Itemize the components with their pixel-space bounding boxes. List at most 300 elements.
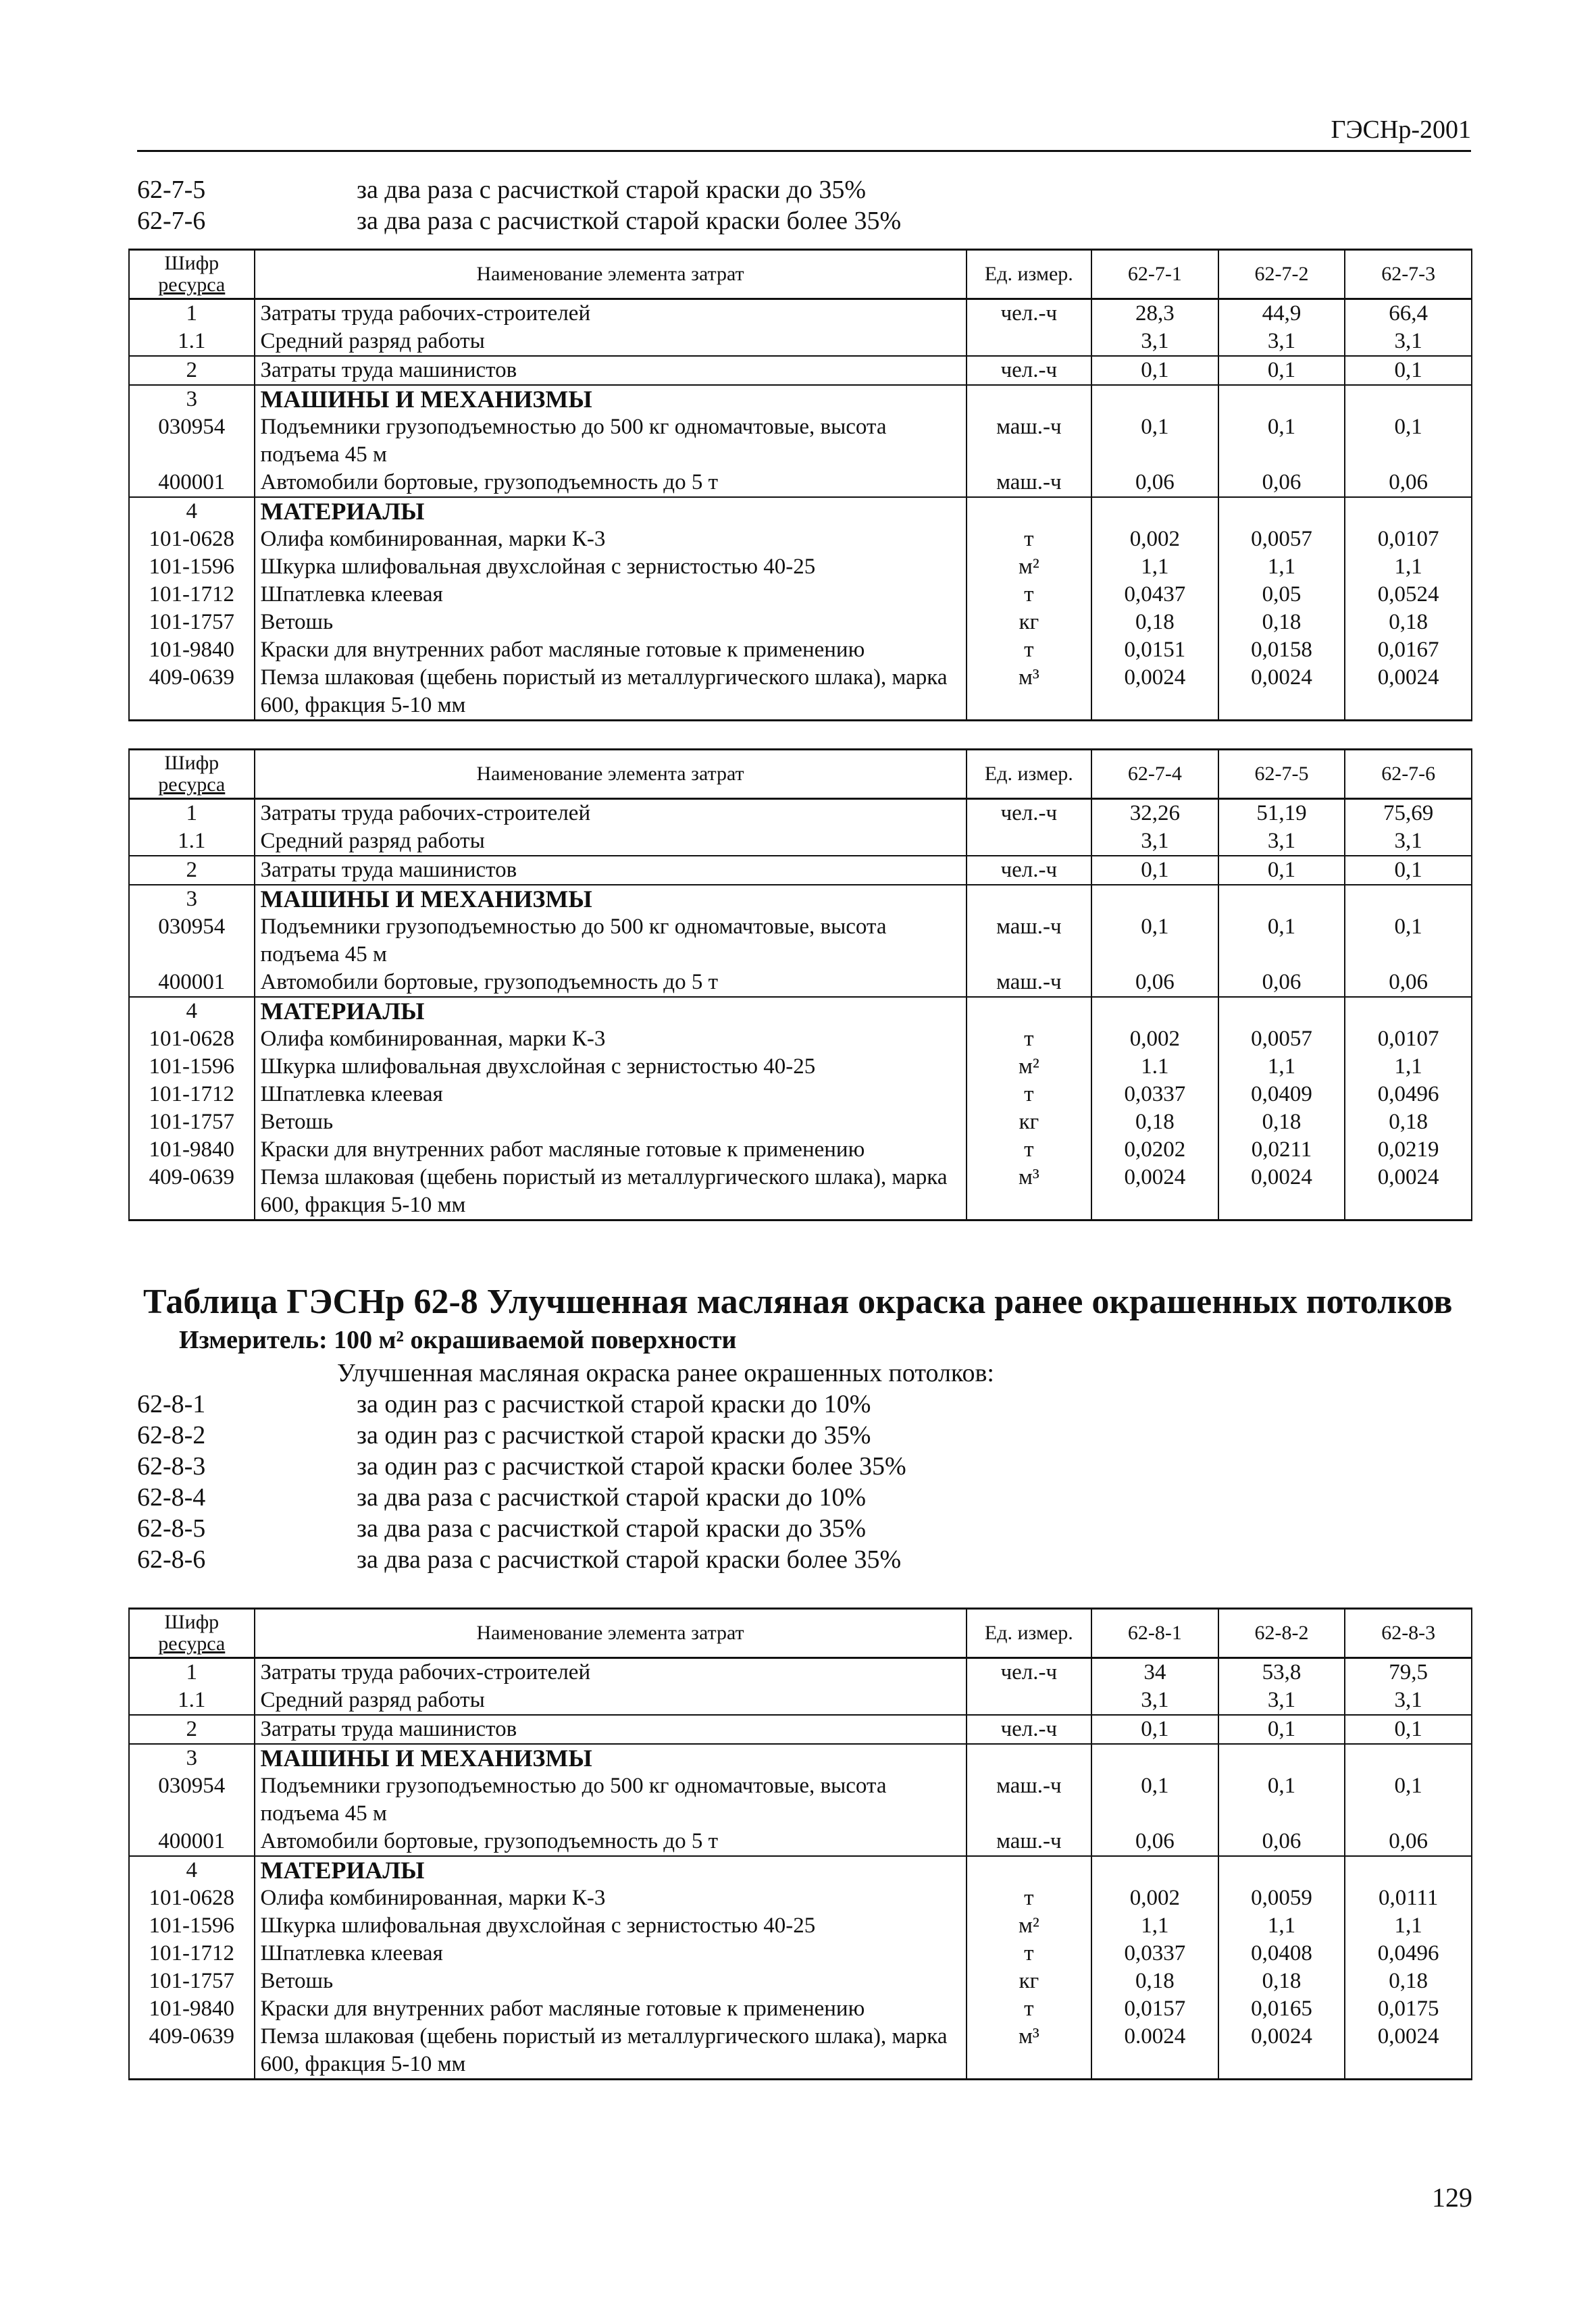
list-item xyxy=(137,174,901,205)
norm-value: 0,0202 xyxy=(1091,1136,1218,1164)
unit-of-measure: т xyxy=(967,1081,1092,1108)
item-description: за один раз с расчисткой старой краски до 35% xyxy=(357,1421,871,1449)
norm-value: 0,0024 xyxy=(1345,664,1472,721)
cost-element-name: Затраты труда машинистов xyxy=(255,1715,967,1744)
cost-element-name: Подъемники грузоподъемностью до 500 кг одномачтовые, высота подъема 45 м xyxy=(255,413,967,469)
norm-value: 1,1 xyxy=(1091,553,1218,581)
norm-value: 0,1 xyxy=(1345,1715,1472,1744)
resource-code: 3 xyxy=(129,1744,255,1772)
cost-element-name: Затраты труда рабочих-строителей xyxy=(255,1658,967,1687)
norm-value: 0.0024 xyxy=(1091,2023,1218,2080)
norm-value xyxy=(1218,885,1345,913)
table-row xyxy=(129,525,1472,553)
table-row xyxy=(129,1912,1472,1940)
cost-element-name: Краски для внутренних работ масляные готовые к применению xyxy=(255,1995,967,2023)
unit-of-measure: чел.-ч xyxy=(967,299,1092,328)
norm-value: 0,1 xyxy=(1091,356,1218,385)
norm-value: 0,0437 xyxy=(1091,581,1218,609)
header-code xyxy=(129,750,255,799)
norm-value: 3,1 xyxy=(1345,328,1472,356)
norm-value: 0,002 xyxy=(1091,1884,1218,1912)
header-code xyxy=(129,1609,255,1658)
norm-value: 0,1 xyxy=(1218,356,1345,385)
header-name: Наименование элемента затрат xyxy=(255,750,967,799)
table-row xyxy=(129,553,1472,581)
table-row xyxy=(129,969,1472,997)
resource-code: 101-0628 xyxy=(129,1884,255,1912)
header-column-code: 62-7-6 xyxy=(1345,750,1472,799)
norm-value: 0,0524 xyxy=(1345,581,1472,609)
table-row xyxy=(129,2023,1472,2080)
norm-value: 0,0337 xyxy=(1091,1940,1218,1968)
resource-code: 030954 xyxy=(129,413,255,469)
norm-value xyxy=(1091,1856,1218,1884)
table-row xyxy=(129,1687,1472,1715)
resource-code: 1 xyxy=(129,1658,255,1687)
unit-of-measure: м² xyxy=(967,553,1092,581)
table-row xyxy=(129,1995,1472,2023)
resource-code: 101-1757 xyxy=(129,609,255,636)
item-description: за два раза с расчисткой старой краски до 35% xyxy=(357,176,867,204)
norm-value xyxy=(1218,1744,1345,1772)
norm-value: 1,1 xyxy=(1218,553,1345,581)
norm-value: 0,06 xyxy=(1091,1828,1218,1856)
table-row xyxy=(129,1772,1472,1828)
item-description: за два раза с расчисткой старой краски до 35% xyxy=(357,1514,867,1543)
cost-element-name: Шпатлевка клеевая xyxy=(255,581,967,609)
item-code: 62-8-3 xyxy=(137,1452,206,1481)
norms-table-62-7-1 xyxy=(128,249,1472,721)
table-row xyxy=(129,856,1472,885)
norm-value: 0,0057 xyxy=(1218,525,1345,553)
cost-element-name: Подъемники грузоподъемностью до 500 кг одномачтовые, высота подъема 45 м xyxy=(255,1772,967,1828)
unit-of-measure xyxy=(967,997,1092,1025)
item-description: за два раза с расчисткой старой краски до 10% xyxy=(357,1483,867,1512)
cost-element-name: Автомобили бортовые, грузоподъемность до 5 т xyxy=(255,469,967,497)
unit-of-measure xyxy=(967,385,1092,413)
norm-value: 0,0409 xyxy=(1218,1081,1345,1108)
norm-value: 0,18 xyxy=(1091,1968,1218,1995)
resource-code: 030954 xyxy=(129,1772,255,1828)
norm-value: 0,1 xyxy=(1345,913,1472,969)
resource-code: 1.1 xyxy=(129,827,255,856)
norm-value: 0,18 xyxy=(1218,1968,1345,1995)
norm-value xyxy=(1345,497,1472,525)
resource-code: 409-0639 xyxy=(129,664,255,721)
norm-value: 3,1 xyxy=(1345,1687,1472,1715)
cost-element-name: Олифа комбинированная, марки К-3 xyxy=(255,525,967,553)
unit-of-measure xyxy=(967,827,1092,856)
norm-value: 53,8 xyxy=(1218,1658,1345,1687)
header-code-line: ресурса xyxy=(158,1632,226,1655)
norm-value: 0,0024 xyxy=(1218,1164,1345,1220)
cost-element-name: Шпатлевка клеевая xyxy=(255,1081,967,1108)
resource-code: 400001 xyxy=(129,1828,255,1856)
norms-table-62-7-4 xyxy=(128,748,1472,1221)
resource-code: 2 xyxy=(129,856,255,885)
norm-value: 0,0151 xyxy=(1091,636,1218,664)
table-row xyxy=(129,609,1472,636)
header-code-line: ресурса xyxy=(158,773,226,796)
header-column-code: 62-7-3 xyxy=(1345,250,1472,299)
table-row xyxy=(129,385,1472,413)
header-code-line: Шифр xyxy=(164,752,220,774)
resource-code: 4 xyxy=(129,997,255,1025)
norm-value: 0,1 xyxy=(1091,413,1218,469)
cost-element-name: Пемза шлаковая (щебень пористый из металлургического шлака), марка 600, фракция 5-10 мм xyxy=(255,1164,967,1220)
norm-value: 0,0024 xyxy=(1091,1164,1218,1220)
norm-value xyxy=(1091,385,1218,413)
list-item xyxy=(137,1451,994,1482)
resource-code: 101-9840 xyxy=(129,1136,255,1164)
table-row xyxy=(129,1081,1472,1108)
norm-value: 0,0175 xyxy=(1345,1995,1472,2023)
table-header xyxy=(129,750,1472,799)
norm-value: 0,0496 xyxy=(1345,1940,1472,1968)
norm-value: 0,1 xyxy=(1091,856,1218,885)
unit-of-measure: т xyxy=(967,636,1092,664)
norm-value xyxy=(1218,997,1345,1025)
table-row xyxy=(129,1025,1472,1053)
header-code-line: ресурса xyxy=(158,274,226,296)
unit-of-measure: т xyxy=(967,1884,1092,1912)
unit-of-measure: чел.-ч xyxy=(967,1715,1092,1744)
norm-value: 0,1 xyxy=(1218,413,1345,469)
unit-of-measure: т xyxy=(967,1995,1092,2023)
unit-of-measure: чел.-ч xyxy=(967,856,1092,885)
resource-code: 101-1757 xyxy=(129,1108,255,1136)
norm-value: 0,0158 xyxy=(1218,636,1345,664)
norm-value xyxy=(1218,385,1345,413)
norm-value: 3,1 xyxy=(1218,827,1345,856)
norm-value: 32,26 xyxy=(1091,799,1218,828)
norm-value: 1,1 xyxy=(1345,553,1472,581)
resource-code: 030954 xyxy=(129,913,255,969)
cost-element-name: Ветошь xyxy=(255,609,967,636)
norm-value: 3,1 xyxy=(1091,328,1218,356)
table-row xyxy=(129,1968,1472,1995)
unit-of-measure: маш.-ч xyxy=(967,413,1092,469)
norm-value: 0,1 xyxy=(1091,1715,1218,1744)
cost-element-name: Средний разряд работы xyxy=(255,827,967,856)
norm-value: 75,69 xyxy=(1345,799,1472,828)
unit-of-measure: маш.-ч xyxy=(967,1828,1092,1856)
norms-table-62-8-1 xyxy=(128,1608,1472,2080)
unit-of-measure xyxy=(967,1744,1092,1772)
resource-code: 101-1596 xyxy=(129,1912,255,1940)
unit-of-measure: м³ xyxy=(967,664,1092,721)
item-code: 62-8-1 xyxy=(137,1390,206,1418)
norm-value: 0,0111 xyxy=(1345,1884,1472,1912)
top-item-list xyxy=(137,174,901,236)
norm-value: 3,1 xyxy=(1091,827,1218,856)
norm-value: 0,0107 xyxy=(1345,525,1472,553)
unit-of-measure: т xyxy=(967,1136,1092,1164)
cost-element-name: Шкурка шлифовальная двухслойная с зернистостью 40-25 xyxy=(255,1053,967,1081)
norm-value: 0,002 xyxy=(1091,525,1218,553)
resource-code: 2 xyxy=(129,1715,255,1744)
norm-value: 0,1 xyxy=(1218,1715,1345,1744)
resource-code: 400001 xyxy=(129,969,255,997)
unit-of-measure: т xyxy=(967,581,1092,609)
norm-value: 0,18 xyxy=(1091,609,1218,636)
norm-value xyxy=(1218,497,1345,525)
norm-value: 3,1 xyxy=(1218,328,1345,356)
header-row xyxy=(129,250,1472,299)
norm-value: 0,0057 xyxy=(1218,1025,1345,1053)
norm-value: 0,1 xyxy=(1218,856,1345,885)
resource-code: 4 xyxy=(129,497,255,525)
item-code: 62-7-6 xyxy=(137,207,206,235)
cost-element-name: Средний разряд работы xyxy=(255,1687,967,1715)
cost-element-name: Шпатлевка клеевая xyxy=(255,1940,967,1968)
cost-element-name: Краски для внутренних работ масляные готовые к применению xyxy=(255,636,967,664)
table-header xyxy=(129,250,1472,299)
cost-element-name: Затраты труда рабочих-строителей xyxy=(255,299,967,328)
list-item xyxy=(137,1389,994,1420)
resource-code: 101-1712 xyxy=(129,581,255,609)
resource-code: 101-9840 xyxy=(129,1995,255,2023)
unit-of-measure: т xyxy=(967,525,1092,553)
norm-value: 3,1 xyxy=(1345,827,1472,856)
cost-element-name: МАШИНЫ И МЕХАНИЗМЫ xyxy=(255,385,967,413)
table-row xyxy=(129,1940,1472,1968)
header-code-line: Шифр xyxy=(164,252,220,274)
norm-value: 0,0157 xyxy=(1091,1995,1218,2023)
header-code-line: Шифр xyxy=(164,1611,220,1633)
norm-value: 0,1 xyxy=(1091,913,1218,969)
norm-value: 0,18 xyxy=(1218,1108,1345,1136)
resource-code: 409-0639 xyxy=(129,1164,255,1220)
table-row xyxy=(129,356,1472,385)
resource-code: 101-0628 xyxy=(129,1025,255,1053)
header-unit: Ед. измер. xyxy=(967,250,1092,299)
header-code xyxy=(129,250,255,299)
table-row xyxy=(129,1715,1472,1744)
resource-code: 101-1596 xyxy=(129,553,255,581)
resource-code: 3 xyxy=(129,885,255,913)
norm-value: 0,0024 xyxy=(1218,664,1345,721)
resource-code: 1.1 xyxy=(129,328,255,356)
item-description: за один раз с расчисткой старой краски до 10% xyxy=(357,1390,871,1418)
unit-of-measure: т xyxy=(967,1025,1092,1053)
header-unit: Ед. измер. xyxy=(967,1609,1092,1658)
resource-code: 4 xyxy=(129,1856,255,1884)
norm-value xyxy=(1218,1856,1345,1884)
norm-value: 0,1 xyxy=(1345,1772,1472,1828)
unit-of-measure: м³ xyxy=(967,1164,1092,1220)
header-name: Наименование элемента затрат xyxy=(255,1609,967,1658)
table-row xyxy=(129,1828,1472,1856)
cost-element-name: Затраты труда рабочих-строителей xyxy=(255,799,967,828)
unit-of-measure: маш.-ч xyxy=(967,913,1092,969)
norm-value: 0,0107 xyxy=(1345,1025,1472,1053)
unit-of-measure xyxy=(967,1856,1092,1884)
cost-element-name: Автомобили бортовые, грузоподъемность до 5 т xyxy=(255,1828,967,1856)
list-item xyxy=(137,1482,994,1513)
resource-code: 101-9840 xyxy=(129,636,255,664)
item-code: 62-8-2 xyxy=(137,1421,206,1449)
item-code: 62-8-4 xyxy=(137,1483,206,1512)
cost-element-name: МАТЕРИАЛЫ xyxy=(255,997,967,1025)
norm-value xyxy=(1345,885,1472,913)
norm-value: 3,1 xyxy=(1091,1687,1218,1715)
cost-element-name: Затраты труда машинистов xyxy=(255,856,967,885)
resource-code: 101-1712 xyxy=(129,1940,255,1968)
items-subtitle: Улучшенная масляная окраска ранее окрашенных потолков: xyxy=(337,1359,994,1387)
table-row xyxy=(129,885,1472,913)
table-row xyxy=(129,328,1472,356)
item-description: за два раза с расчисткой старой краски более 35% xyxy=(357,207,902,235)
resource-code: 101-1596 xyxy=(129,1053,255,1081)
norm-value: 0,0024 xyxy=(1218,2023,1345,2080)
list-item xyxy=(137,205,901,236)
table-row xyxy=(129,997,1472,1025)
item-description: за два раза с расчисткой старой краски более 35% xyxy=(357,1545,902,1574)
unit-of-measure: маш.-ч xyxy=(967,1772,1092,1828)
cost-element-name: Ветошь xyxy=(255,1968,967,1995)
page-number: 129 xyxy=(1432,2182,1472,2213)
norm-value: 0,1 xyxy=(1218,913,1345,969)
norm-value: 1.1 xyxy=(1091,1053,1218,1081)
table-row xyxy=(129,497,1472,525)
unit-of-measure: кг xyxy=(967,609,1092,636)
header-row xyxy=(129,1609,1472,1658)
norm-value: 0,06 xyxy=(1345,469,1472,497)
norm-value: 51,19 xyxy=(1218,799,1345,828)
norm-value: 0,0408 xyxy=(1218,1940,1345,1968)
table-row xyxy=(129,1053,1472,1081)
table-body xyxy=(129,1658,1472,2080)
resource-code: 1 xyxy=(129,799,255,828)
table-row xyxy=(129,1136,1472,1164)
norm-value xyxy=(1345,1744,1472,1772)
resource-code: 1 xyxy=(129,299,255,328)
norm-value: 28,3 xyxy=(1091,299,1218,328)
norm-value: 1,1 xyxy=(1218,1053,1345,1081)
table-row xyxy=(129,913,1472,969)
norm-value: 1,1 xyxy=(1345,1053,1472,1081)
unit-of-measure: м³ xyxy=(967,2023,1092,2080)
unit-of-measure xyxy=(967,497,1092,525)
cost-element-name: Пемза шлаковая (щебень пористый из металлургического шлака), марка 600, фракция 5-10 мм xyxy=(255,664,967,721)
cost-element-name: МАТЕРИАЛЫ xyxy=(255,497,967,525)
cost-element-name: МАШИНЫ И МЕХАНИЗМЫ xyxy=(255,1744,967,1772)
table-row xyxy=(129,581,1472,609)
cost-element-name: Подъемники грузоподъемностью до 500 кг одномачтовые, высота подъема 45 м xyxy=(255,913,967,969)
unit-of-measure: маш.-ч xyxy=(967,969,1092,997)
resource-code: 101-1712 xyxy=(129,1081,255,1108)
norm-value: 0,0496 xyxy=(1345,1081,1472,1108)
header-column-code: 62-8-2 xyxy=(1218,1609,1345,1658)
norm-value: 1,1 xyxy=(1345,1912,1472,1940)
item-description: за один раз с расчисткой старой краски более 35% xyxy=(357,1452,906,1481)
item-code: 62-8-6 xyxy=(137,1545,206,1574)
list-item xyxy=(137,1544,994,1575)
norm-value: 34 xyxy=(1091,1658,1218,1687)
header-column-code: 62-7-1 xyxy=(1091,250,1218,299)
norm-value: 1,1 xyxy=(1218,1912,1345,1940)
unit-of-measure: м² xyxy=(967,1912,1092,1940)
cost-element-name: Шкурка шлифовальная двухслойная с зернистостью 40-25 xyxy=(255,1912,967,1940)
resource-code: 1.1 xyxy=(129,1687,255,1715)
norm-value: 0,1 xyxy=(1345,856,1472,885)
resource-code: 400001 xyxy=(129,469,255,497)
norm-value xyxy=(1091,497,1218,525)
unit-of-measure: кг xyxy=(967,1108,1092,1136)
norm-value: 0,0167 xyxy=(1345,636,1472,664)
cost-element-name: Автомобили бортовые, грузоподъемность до 5 т xyxy=(255,969,967,997)
resource-code: 409-0639 xyxy=(129,2023,255,2080)
norm-value: 79,5 xyxy=(1345,1658,1472,1687)
norm-value: 44,9 xyxy=(1218,299,1345,328)
norm-value xyxy=(1345,385,1472,413)
header-column-code: 62-8-1 xyxy=(1091,1609,1218,1658)
table-row xyxy=(129,413,1472,469)
table-row xyxy=(129,827,1472,856)
unit-of-measure: чел.-ч xyxy=(967,1658,1092,1687)
norm-value: 0,18 xyxy=(1091,1108,1218,1136)
cost-element-name: Пемза шлаковая (щебень пористый из металлургического шлака), марка 600, фракция 5-10 мм xyxy=(255,2023,967,2080)
cost-element-name: МАШИНЫ И МЕХАНИЗМЫ xyxy=(255,885,967,913)
document-code: ГЭСНр-2001 xyxy=(1331,115,1471,144)
norm-value: 0,0211 xyxy=(1218,1136,1345,1164)
norm-value xyxy=(1345,1856,1472,1884)
header-row xyxy=(129,750,1472,799)
norm-value: 0,18 xyxy=(1218,609,1345,636)
table-row xyxy=(129,636,1472,664)
cost-element-name: Краски для внутренних работ масляные готовые к применению xyxy=(255,1136,967,1164)
table-body xyxy=(129,799,1472,1220)
table-row xyxy=(129,664,1472,721)
cost-element-name: Средний разряд работы xyxy=(255,328,967,356)
norm-value: 0,06 xyxy=(1218,469,1345,497)
table-row xyxy=(129,469,1472,497)
norm-value: 0,06 xyxy=(1091,969,1218,997)
cost-element-name: МАТЕРИАЛЫ xyxy=(255,1856,967,1884)
table-row xyxy=(129,1884,1472,1912)
cost-element-name: Олифа комбинированная, марки К-3 xyxy=(255,1884,967,1912)
table-body xyxy=(129,299,1472,721)
norm-value xyxy=(1091,885,1218,913)
norm-value: 0,18 xyxy=(1345,1968,1472,1995)
unit-of-measure: чел.-ч xyxy=(967,799,1092,828)
norm-value: 0,0059 xyxy=(1218,1884,1345,1912)
norm-value: 0,1 xyxy=(1345,356,1472,385)
resource-code: 3 xyxy=(129,385,255,413)
resource-code: 101-0628 xyxy=(129,525,255,553)
norm-value: 0,0219 xyxy=(1345,1136,1472,1164)
page-header xyxy=(137,115,1471,152)
norm-value xyxy=(1345,997,1472,1025)
header-column-code: 62-7-4 xyxy=(1091,750,1218,799)
table-title: Таблица ГЭСНр 62-8 Улучшенная масляная окраска ранее окрашенных потолков xyxy=(143,1283,1453,1321)
norm-value: 3,1 xyxy=(1218,1687,1345,1715)
unit-of-measure: т xyxy=(967,1940,1092,1968)
list-item xyxy=(137,1420,994,1451)
item-code: 62-7-5 xyxy=(137,176,206,204)
cost-element-name: Олифа комбинированная, марки К-3 xyxy=(255,1025,967,1053)
table-row xyxy=(129,1744,1472,1772)
unit-of-measure: маш.-ч xyxy=(967,469,1092,497)
header-column-code: 62-8-3 xyxy=(1345,1609,1472,1658)
norm-value: 0,18 xyxy=(1345,1108,1472,1136)
norm-value: 0,06 xyxy=(1218,1828,1345,1856)
norm-value: 66,4 xyxy=(1345,299,1472,328)
norm-value: 0,05 xyxy=(1218,581,1345,609)
table-row xyxy=(129,1108,1472,1136)
norm-value: 0,06 xyxy=(1345,969,1472,997)
